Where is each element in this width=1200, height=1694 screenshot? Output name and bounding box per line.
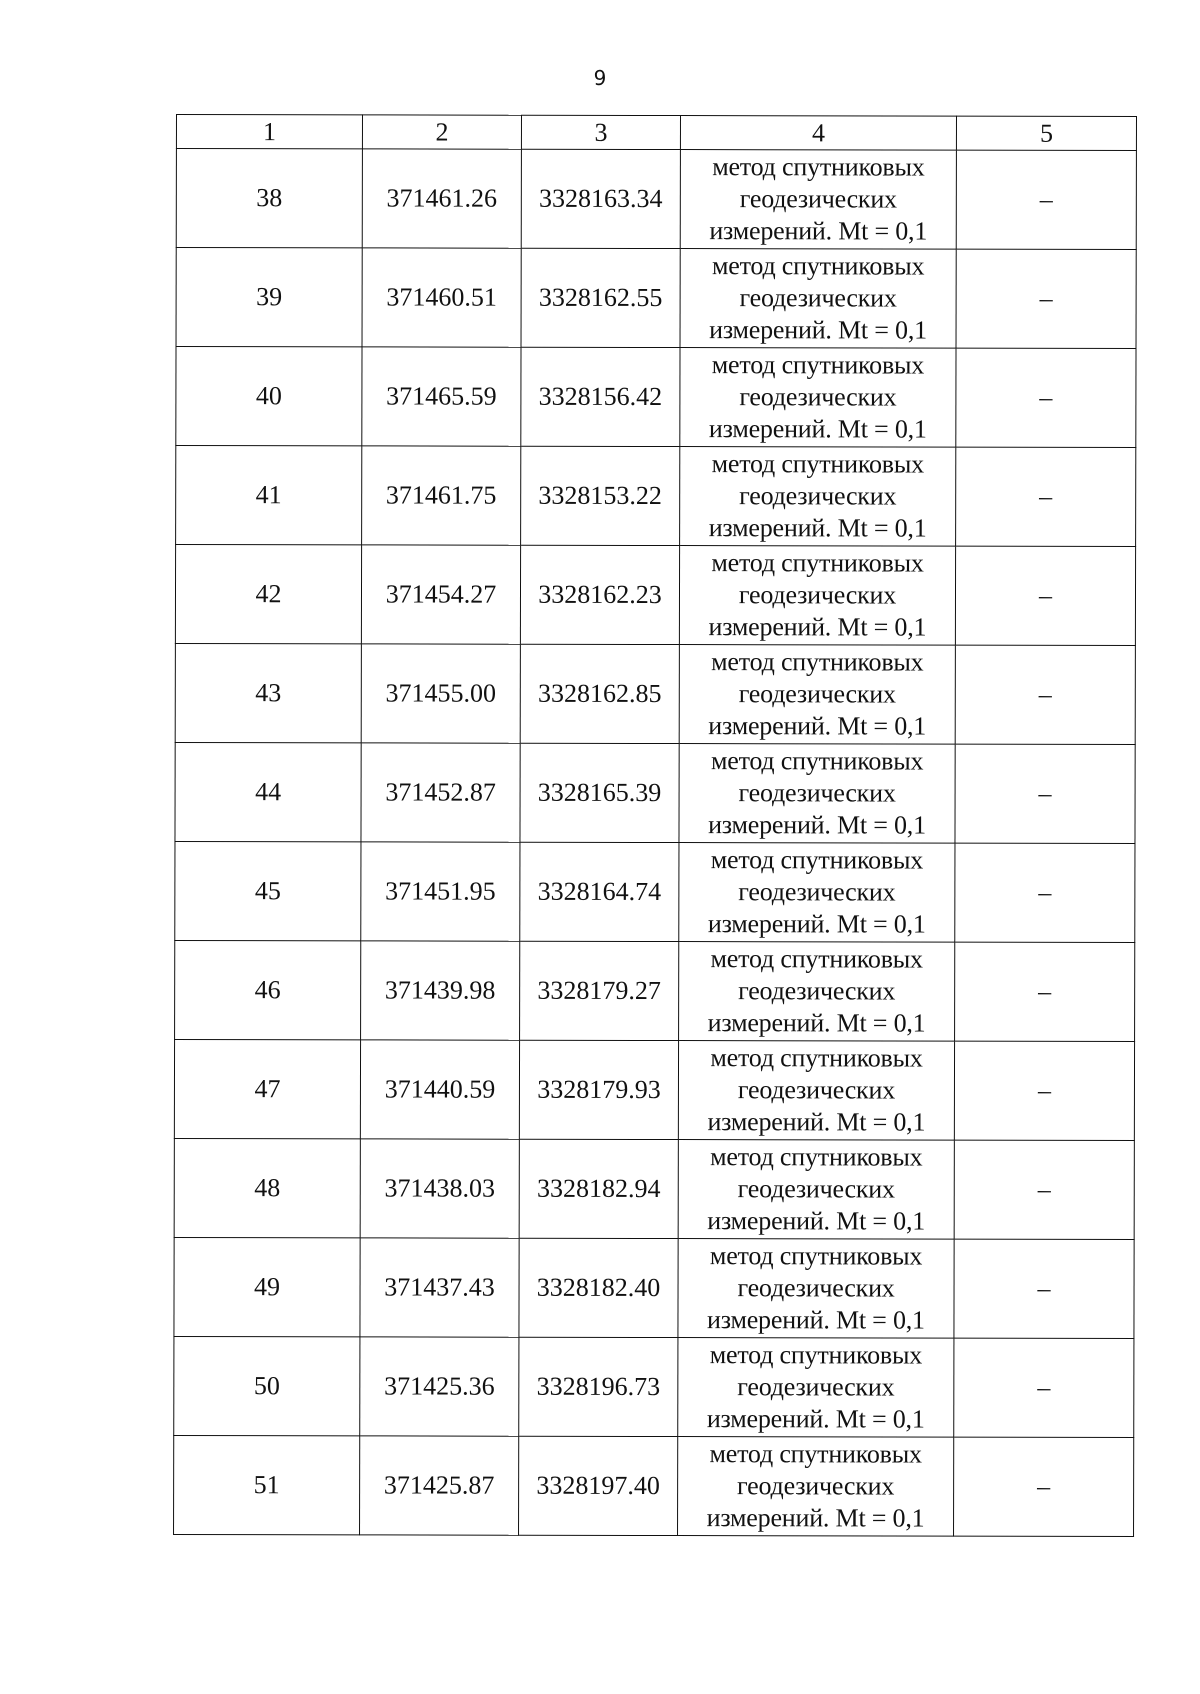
table-row	[175, 940, 1135, 1041]
x-coordinate-cell: 371461.75	[362, 446, 521, 545]
method-line: геодезических	[739, 184, 897, 214]
method-line: метод спутниковых	[712, 152, 925, 182]
method-line: метод спутниковых	[710, 746, 924, 776]
y-coordinate-cell: 3328179.93	[519, 1040, 678, 1139]
note-cell: –	[956, 249, 1136, 348]
method-line: геодезических	[738, 976, 896, 1006]
method-line: измерений. Mt = 0,1	[707, 1107, 926, 1137]
method-line: геодезических	[738, 580, 897, 610]
point-number-cell: 38	[176, 149, 362, 248]
method-line: метод спутниковых	[710, 944, 923, 974]
header-cell-3: 3	[521, 115, 680, 149]
note-cell: –	[956, 447, 1136, 546]
method-cell	[678, 1437, 954, 1537]
table-row	[176, 446, 1136, 547]
table-row	[175, 545, 1135, 646]
point-number-cell: 44	[175, 742, 361, 841]
table-row	[174, 1138, 1134, 1239]
point-number-cell: 50	[174, 1336, 360, 1435]
method-line: метод спутниковых	[711, 548, 924, 578]
note-cell: –	[954, 1140, 1134, 1239]
table-row	[176, 347, 1136, 448]
point-number-cell: 41	[176, 446, 362, 545]
coordinates-table	[173, 114, 1137, 1537]
method-line: метод спутниковых	[709, 1439, 922, 1469]
point-number-cell: 48	[174, 1138, 360, 1237]
point-number-cell: 45	[175, 841, 361, 940]
method-cell	[678, 1239, 954, 1339]
method-line: измерений. Mt = 0,1	[708, 513, 927, 543]
x-coordinate-cell: 371437.43	[360, 1238, 519, 1337]
method-cell	[680, 447, 956, 547]
table-row	[176, 149, 1136, 250]
note-cell: –	[955, 744, 1135, 843]
method-line: геодезических	[737, 1372, 895, 1402]
x-coordinate-cell: 371460.51	[362, 248, 521, 347]
method-cell	[678, 1041, 954, 1141]
method-cell	[680, 150, 956, 250]
method-line: измерений. Mt = 0,1	[708, 414, 927, 444]
y-coordinate-cell: 3328179.27	[520, 941, 679, 1040]
method-line: геодезических	[737, 1174, 895, 1204]
table-row	[174, 1336, 1134, 1437]
note-cell: –	[954, 1239, 1134, 1338]
y-coordinate-cell: 3328162.85	[520, 644, 679, 743]
x-coordinate-cell: 371452.87	[361, 743, 520, 842]
point-number-cell: 43	[175, 643, 361, 742]
note-cell: –	[955, 843, 1135, 942]
method-line: измерений. Mt = 0,1	[707, 1305, 925, 1335]
y-coordinate-cell: 3328153.22	[521, 446, 680, 545]
method-line: геодезических	[737, 1273, 895, 1303]
method-line: геодезических	[737, 1471, 895, 1501]
method-line: геодезических	[739, 283, 897, 313]
note-cell: –	[955, 546, 1135, 645]
method-line: геодезических	[738, 778, 896, 808]
method-line: измерений. Mt = 0,1	[709, 216, 928, 246]
method-line: измерений. Mt = 0,1	[707, 1008, 926, 1038]
y-coordinate-cell: 3328162.55	[521, 248, 680, 347]
method-line: метод спутниковых	[711, 449, 924, 479]
method-cell	[679, 645, 955, 745]
header-row	[176, 115, 1136, 151]
method-cell	[679, 744, 955, 844]
method-cell	[680, 249, 956, 349]
method-line: измерений. Mt = 0,1	[706, 1404, 925, 1434]
method-line: измерений. Mt = 0,1	[707, 909, 926, 939]
method-line: измерений. Mt = 0,1	[706, 1503, 925, 1533]
method-cell	[678, 1338, 954, 1438]
x-coordinate-cell: 371425.87	[360, 1436, 519, 1535]
method-line: метод спутниковых	[709, 1241, 923, 1271]
y-coordinate-cell: 3328196.73	[519, 1337, 678, 1436]
y-coordinate-cell: 3328165.39	[520, 743, 679, 842]
method-cell	[679, 843, 955, 943]
method-line: измерений. Mt = 0,1	[707, 1206, 926, 1236]
note-cell: –	[955, 942, 1135, 1041]
page-number: 9	[593, 66, 607, 90]
method-cell	[679, 546, 955, 646]
y-coordinate-cell: 3328156.42	[521, 347, 680, 446]
table-row	[176, 248, 1136, 349]
method-line: метод спутниковых	[710, 845, 924, 875]
x-coordinate-cell: 371461.26	[362, 149, 521, 248]
method-line: метод спутниковых	[709, 1340, 923, 1370]
table-row	[174, 1039, 1134, 1140]
table-header	[176, 115, 1136, 151]
method-line: геодезических	[738, 679, 896, 709]
method-line: метод спутниковых	[711, 647, 924, 677]
y-coordinate-cell: 3328197.40	[519, 1436, 678, 1535]
point-number-cell: 42	[175, 545, 361, 644]
note-cell: –	[956, 150, 1136, 249]
table-row	[174, 1435, 1134, 1536]
point-number-cell: 46	[175, 940, 361, 1039]
point-number-cell: 47	[174, 1039, 360, 1138]
header-cell-1: 1	[176, 115, 362, 149]
x-coordinate-cell: 371438.03	[360, 1139, 519, 1238]
method-line: метод спутниковых	[710, 1043, 923, 1073]
table-row	[174, 1237, 1134, 1338]
method-cell	[678, 1140, 954, 1240]
header-cell-5: 5	[956, 116, 1136, 150]
table-row	[175, 643, 1135, 744]
y-coordinate-cell: 3328162.23	[520, 545, 679, 644]
header-cell-4: 4	[680, 116, 956, 151]
method-line: измерений. Mt = 0,1	[708, 810, 926, 840]
x-coordinate-cell: 371425.36	[360, 1337, 519, 1436]
x-coordinate-cell: 371440.59	[360, 1040, 519, 1139]
point-number-cell: 39	[176, 248, 362, 347]
method-cell	[679, 942, 955, 1042]
y-coordinate-cell: 3328163.34	[521, 149, 680, 248]
x-coordinate-cell: 371455.00	[361, 644, 520, 743]
method-line: измерений. Mt = 0,1	[709, 315, 927, 345]
method-line: метод спутниковых	[711, 251, 925, 281]
header-cell-2: 2	[362, 115, 521, 149]
method-line: метод спутниковых	[710, 1142, 923, 1172]
x-coordinate-cell: 371439.98	[361, 941, 520, 1040]
note-cell: –	[954, 1437, 1134, 1536]
method-line: измерений. Mt = 0,1	[708, 711, 927, 741]
note-cell: –	[956, 348, 1136, 447]
note-cell: –	[955, 645, 1135, 744]
point-number-cell: 40	[176, 347, 362, 446]
method-line: геодезических	[737, 1075, 896, 1105]
method-line: измерений. Mt = 0,1	[708, 612, 927, 642]
note-cell: –	[954, 1338, 1134, 1437]
method-line: геодезических	[739, 382, 897, 412]
method-line: геодезических	[738, 877, 896, 907]
point-number-cell: 51	[174, 1435, 360, 1534]
note-cell: –	[954, 1041, 1134, 1140]
point-number-cell: 49	[174, 1237, 360, 1336]
x-coordinate-cell: 371465.59	[362, 347, 521, 446]
method-line: геодезических	[739, 481, 897, 511]
x-coordinate-cell: 371454.27	[361, 545, 520, 644]
table-row	[175, 841, 1135, 942]
table-body	[174, 149, 1137, 1537]
y-coordinate-cell: 3328164.74	[520, 842, 679, 941]
table-row	[175, 742, 1135, 843]
y-coordinate-cell: 3328182.40	[519, 1238, 678, 1337]
method-line: метод спутниковых	[711, 350, 925, 380]
x-coordinate-cell: 371451.95	[361, 842, 520, 941]
method-cell	[680, 348, 956, 448]
y-coordinate-cell: 3328182.94	[519, 1139, 678, 1238]
